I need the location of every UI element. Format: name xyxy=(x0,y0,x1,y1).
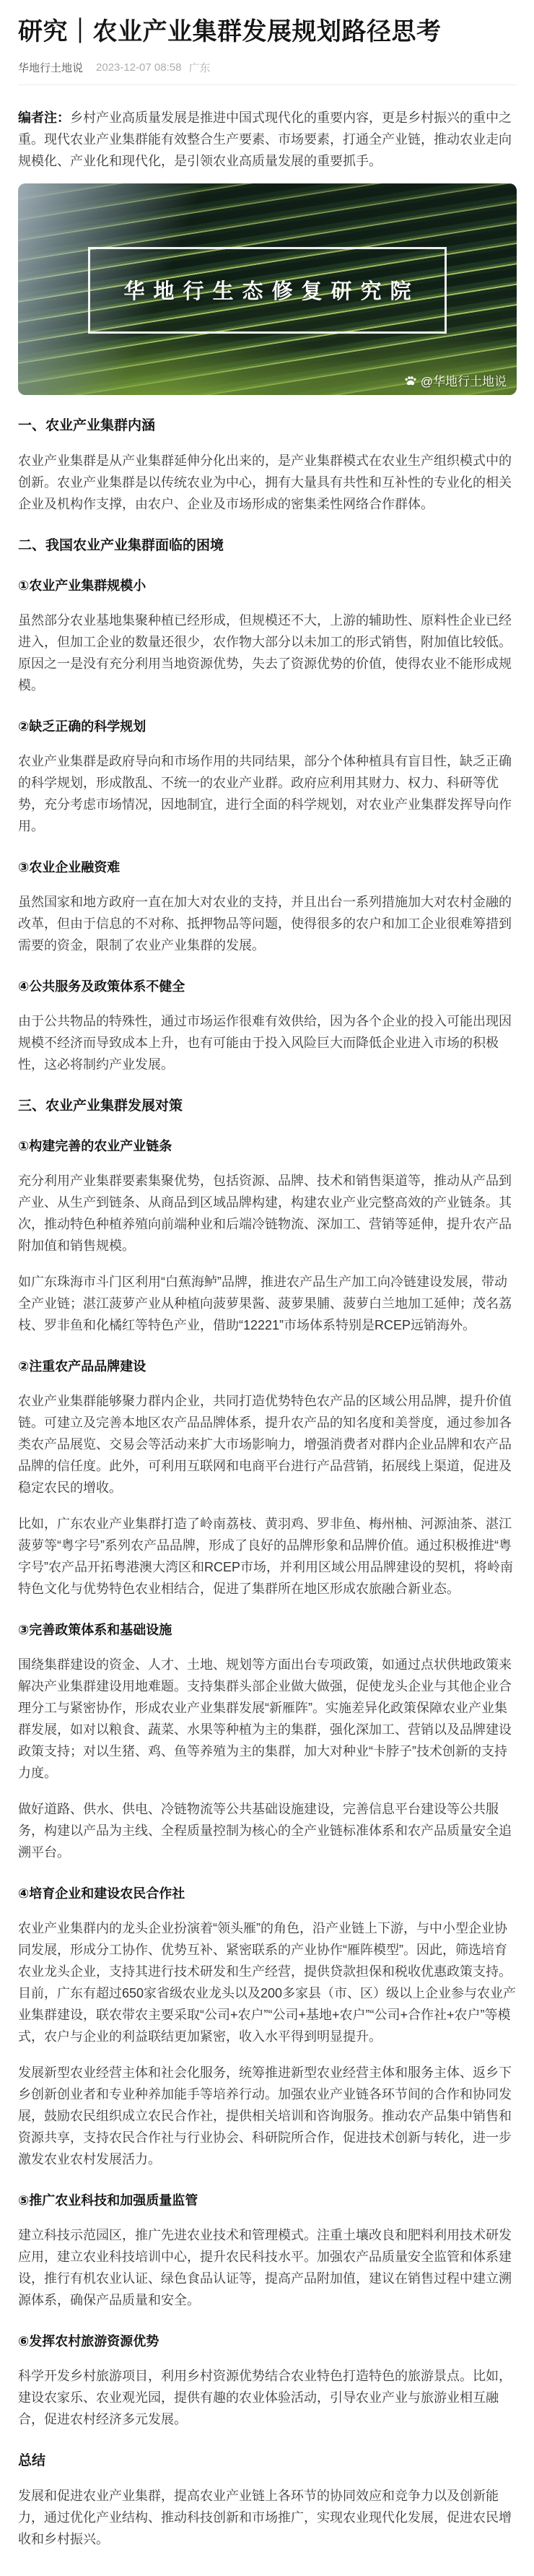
hero-image[interactable] xyxy=(18,183,517,395)
editor-note xyxy=(18,107,517,172)
section-3-sub-1-paragraph-2: 如广东珠海市斗门区利用“白蕉海鲈”品牌，推进农产品生产加工向冷链建设发展，带动全产业链；湛江菠萝产业从种植向菠萝果酱、菠萝果脯、菠萝白兰地加工延伸；茂名荔枝、罗非鱼和化橘红等特色产业，借助“12221”市场体系特别是RCEP远销海外。 xyxy=(18,1274,512,1332)
editor-note-block xyxy=(0,107,534,172)
paw-icon xyxy=(403,374,418,386)
section-3-heading: 三、农业产业集群发展对策 xyxy=(18,1098,183,1114)
section-2-sub-2-paragraph: 农业产业集群是政府导向和市场作用的共同结果，部分个体种植具有盲目性，缺乏正确的科学规划，形成散乱、不统一的农业产业群。政府应利用其财力、权力、科研等优势，充分考虑市场情况，因地制宜，进行全面的科学规划，对农业产业集群发挥导向作用。 xyxy=(18,753,512,833)
section-2-sub-2-heading: ②缺乏正确的科学规划 xyxy=(18,719,146,734)
hero-overlay-frame xyxy=(88,247,447,334)
watermark-text: @华地行土地说 xyxy=(420,374,507,389)
section-3-sub-2-paragraph-1: 农业产业集群能够聚力群内企业，共同打造优势特色农产品的区域公用品牌，提升价值链。可建立及完善本地区农产品品牌体系，提升农产品的知名度和美誉度，通过参加各类农产品展览、交易会等活动来扩大市场影响力，增强消费者对群内企业品牌和农产品品牌的信任度。此外，可利用互联网和电商平台进行产品营销，拓展线上渠道，促进及稳定农民的增收。 xyxy=(18,1393,512,1495)
section-3-sub-4-heading: ④培育企业和建设农民合作社 xyxy=(18,1886,185,1901)
section-3-sub-2-paragraph-2: 比如，广东农业产业集群打造了岭南荔枝、黄羽鸡、罗非鱼、梅州柚、河源油茶、湛江菠萝等“粤字号”系列农产品品牌，形成了良好的品牌形象和品牌价值。通过积极推进“粤字号”农产品开拓粤港澳大湾区和RCEP市场，并利用区域公用品牌建设的契机，将岭南特色文化与优势特色农业相结合，促进了集群所在地区形成农旅融合新业态。 xyxy=(18,1516,514,1596)
article-header xyxy=(0,16,534,85)
publish-datetime: 2023-12-07 08:58 xyxy=(96,61,182,74)
section-3-sub-4-paragraph-2: 发展新型农业经营主体和社会化服务，统筹推进新型农业经营主体和服务主体、返乡下乡创新创业者和专业种养加能手等培养行动。加强农业产业链各环节间的合作和协同发展，鼓励农民组织成立农民合作社，提供相关培训和咨询服务。推动农产品集中销售和资源共享，支持农民合作社与行业协会、科研院所合作，促进技术创新与转化，进一步激发农业农村发展活力。 xyxy=(18,2065,512,2167)
image-watermark xyxy=(403,371,507,389)
editor-note-text: 乡村产业高质量发展是推进中国式现代化的重要内容，更是乡村振兴的重中之重。现代农业产业集群能有效整合生产要素、市场要素，打通全产业链，推动农业走向规模化、产业化和现代化，是引领农业高质量发展的重要抓手。 xyxy=(18,110,512,168)
section-2-heading: 二、我国农业产业集群面临的困境 xyxy=(18,537,224,553)
article-body xyxy=(0,417,534,2550)
editor-note-label: 编者注： xyxy=(18,110,70,125)
section-3-sub-6-heading: ⑥发挥农村旅游资源优势 xyxy=(18,2333,159,2349)
section-1-heading: 一、农业产业集群内涵 xyxy=(18,417,156,433)
hero-overlay-text: 华地行生态修复研究院 xyxy=(123,280,420,304)
section-3-sub-2-heading: ②注重农产品品牌建设 xyxy=(18,1358,146,1374)
section-2-sub-4-paragraph: 由于公共物品的特殊性，通过市场运作很难有效供给，因为各个企业的投入可能出现因规模不经济而导致成本上升，也有可能由于投入风险巨大而降低企业进入市场的积极性，这必将制约产业发展。 xyxy=(18,1013,512,1072)
summary-paragraph: 发展和促进农业产业集群，提高农业产业链上各环节的协同效应和竞争力以及创新能力，通过优化产业结构、推动科技创新和市场推广，实现农业现代化发展，促进农民增收和乡村振兴。 xyxy=(18,2488,512,2546)
author-name[interactable]: 华地行土地说 xyxy=(18,61,84,74)
section-3-sub-1-heading: ①构建完善的农业产业链条 xyxy=(18,1138,172,1153)
section-3-sub-4-paragraph-1: 农业产业集群内的龙头企业扮演着“领头雁”的角色，沿产业链上下游，与中小型企业协同发展，形成分工协作、优势互补、紧密联系的产业协作“雁阵模型”。因此，筛选培育农业龙头企业，支持其进行技术研发和生产经营，提供贷款担保和税收优惠政策支持。目前，广东有超过650家省级农业龙头以及200多家县（市、区）级以上企业参与农业产业集群建设，联农带农主要采取“公司+农户”“公司+基地+农户”“公司+合作社+农户”等模式，农户与企业的利益联结更加紧密，收入水平得到明显提升。 xyxy=(18,1920,517,2044)
publish-location: 广东 xyxy=(188,61,211,74)
section-2-sub-3-heading: ③农业企业融资难 xyxy=(18,859,121,875)
section-3-sub-3-paragraph-2: 做好道路、供水、供电、冷链物流等公共基础设施建设，完善信息平台建设等公共服务，构建以产品为主线、全程质量控制为核心的全产业链标准体系和农产品质量安全追溯平台。 xyxy=(18,1801,512,1860)
section-3-sub-5-paragraph: 建立科技示范园区，推广先进农业技术和管理模式。注重土壤改良和肥料利用技术研发应用，建立农业科技培训中心，提升农民科技水平。加强农产品质量安全监管和体系建设，推行有机农业认证、绿色食品认证等，提高产品附加值，建议在销售过程中建立溯源体系，确保产品质量和安全。 xyxy=(18,2227,512,2307)
section-3-sub-6-paragraph: 科学开发乡村旅游项目，利用乡村资源优势结合农业特色打造特色的旅游景点。比如，建设农家乐、农业观光园，提供有趣的农业体验活动，引导农业产业与旅游业相互融合，促进农村经济多元发展。 xyxy=(18,2368,512,2427)
page-title: 研究｜农业产业集群发展规划路径思考 xyxy=(18,18,442,45)
article-page xyxy=(0,16,534,2576)
section-3-sub-5-heading: ⑤推广农业科技和加强质量监管 xyxy=(18,2193,198,2208)
section-2-sub-1-paragraph: 虽然部分农业基地集聚种植已经形成，但规模还不大，上游的辅助性、原料性企业已经进入，但加工企业的数量还很少，农作物大部分以未加工的形式销售，附加值比较低。原因之一是没有充分利用当地资源优势，失去了资源优势的价值，使得农业不能形成规模。 xyxy=(18,612,512,693)
header-divider xyxy=(18,84,517,85)
section-2-sub-4-heading: ④公共服务及政策体系不健全 xyxy=(18,979,185,994)
section-1-paragraph: 农业产业集群是从产业集群延伸分化出来的，是产业集群模式在农业生产组织模式中的创新。农业产业集群是以传统农业为中心，拥有大量具有共性和互补性的专业化的相关企业及机构作支撑，由农户、企业及市场形成的密集柔性网络合作群体。 xyxy=(18,453,512,511)
section-3-sub-3-heading: ③完善政策体系和基础设施 xyxy=(18,1622,172,1637)
section-2-sub-1-heading: ①农业产业集群规模小 xyxy=(18,578,146,593)
summary-heading: 总结 xyxy=(18,2453,46,2468)
article-meta xyxy=(18,60,517,75)
section-3-sub-3-paragraph-1: 围绕集群建设的资金、人才、土地、规划等方面出台专项政策，如通过点状供地政策来解决产业集群建设用地难题。支持集群头部企业做大做强，促使龙头企业与其他企业合理分工与紧密协作，形成农业产业集群发展“新雁阵”。实施差异化政策保障农业产业集群发展，如对以粮食、蔬菜、水果等种植为主的集群，强化深加工、营销以及品牌建设政策支持；对以生猪、鸡、鱼等养殖为主的集群，加大对种业“卡脖子”技术创新的支持力度。 xyxy=(18,1657,512,1780)
section-2-sub-3-paragraph: 虽然国家和地方政府一直在加大对农业的支持，并且出台一系列措施加大对农村金融的改革，但由于信息的不对称、抵押物品等问题，使得很多的农户和加工企业很难筹措到需要的资金，限制了农业产业集群的发展。 xyxy=(18,894,512,953)
section-3-sub-1-paragraph-1: 充分利用产业集群要素集聚优势，包括资源、品牌、技术和销售渠道等，推动从产品到产业、从生产到链条、从商品到区域品牌构建，构建农业产业完整高效的产业链条。其次，推动特色种植养殖向前端种业和后端冷链物流、深加工、营销等延伸，提升农产品附加值和销售规模。 xyxy=(18,1173,512,1253)
